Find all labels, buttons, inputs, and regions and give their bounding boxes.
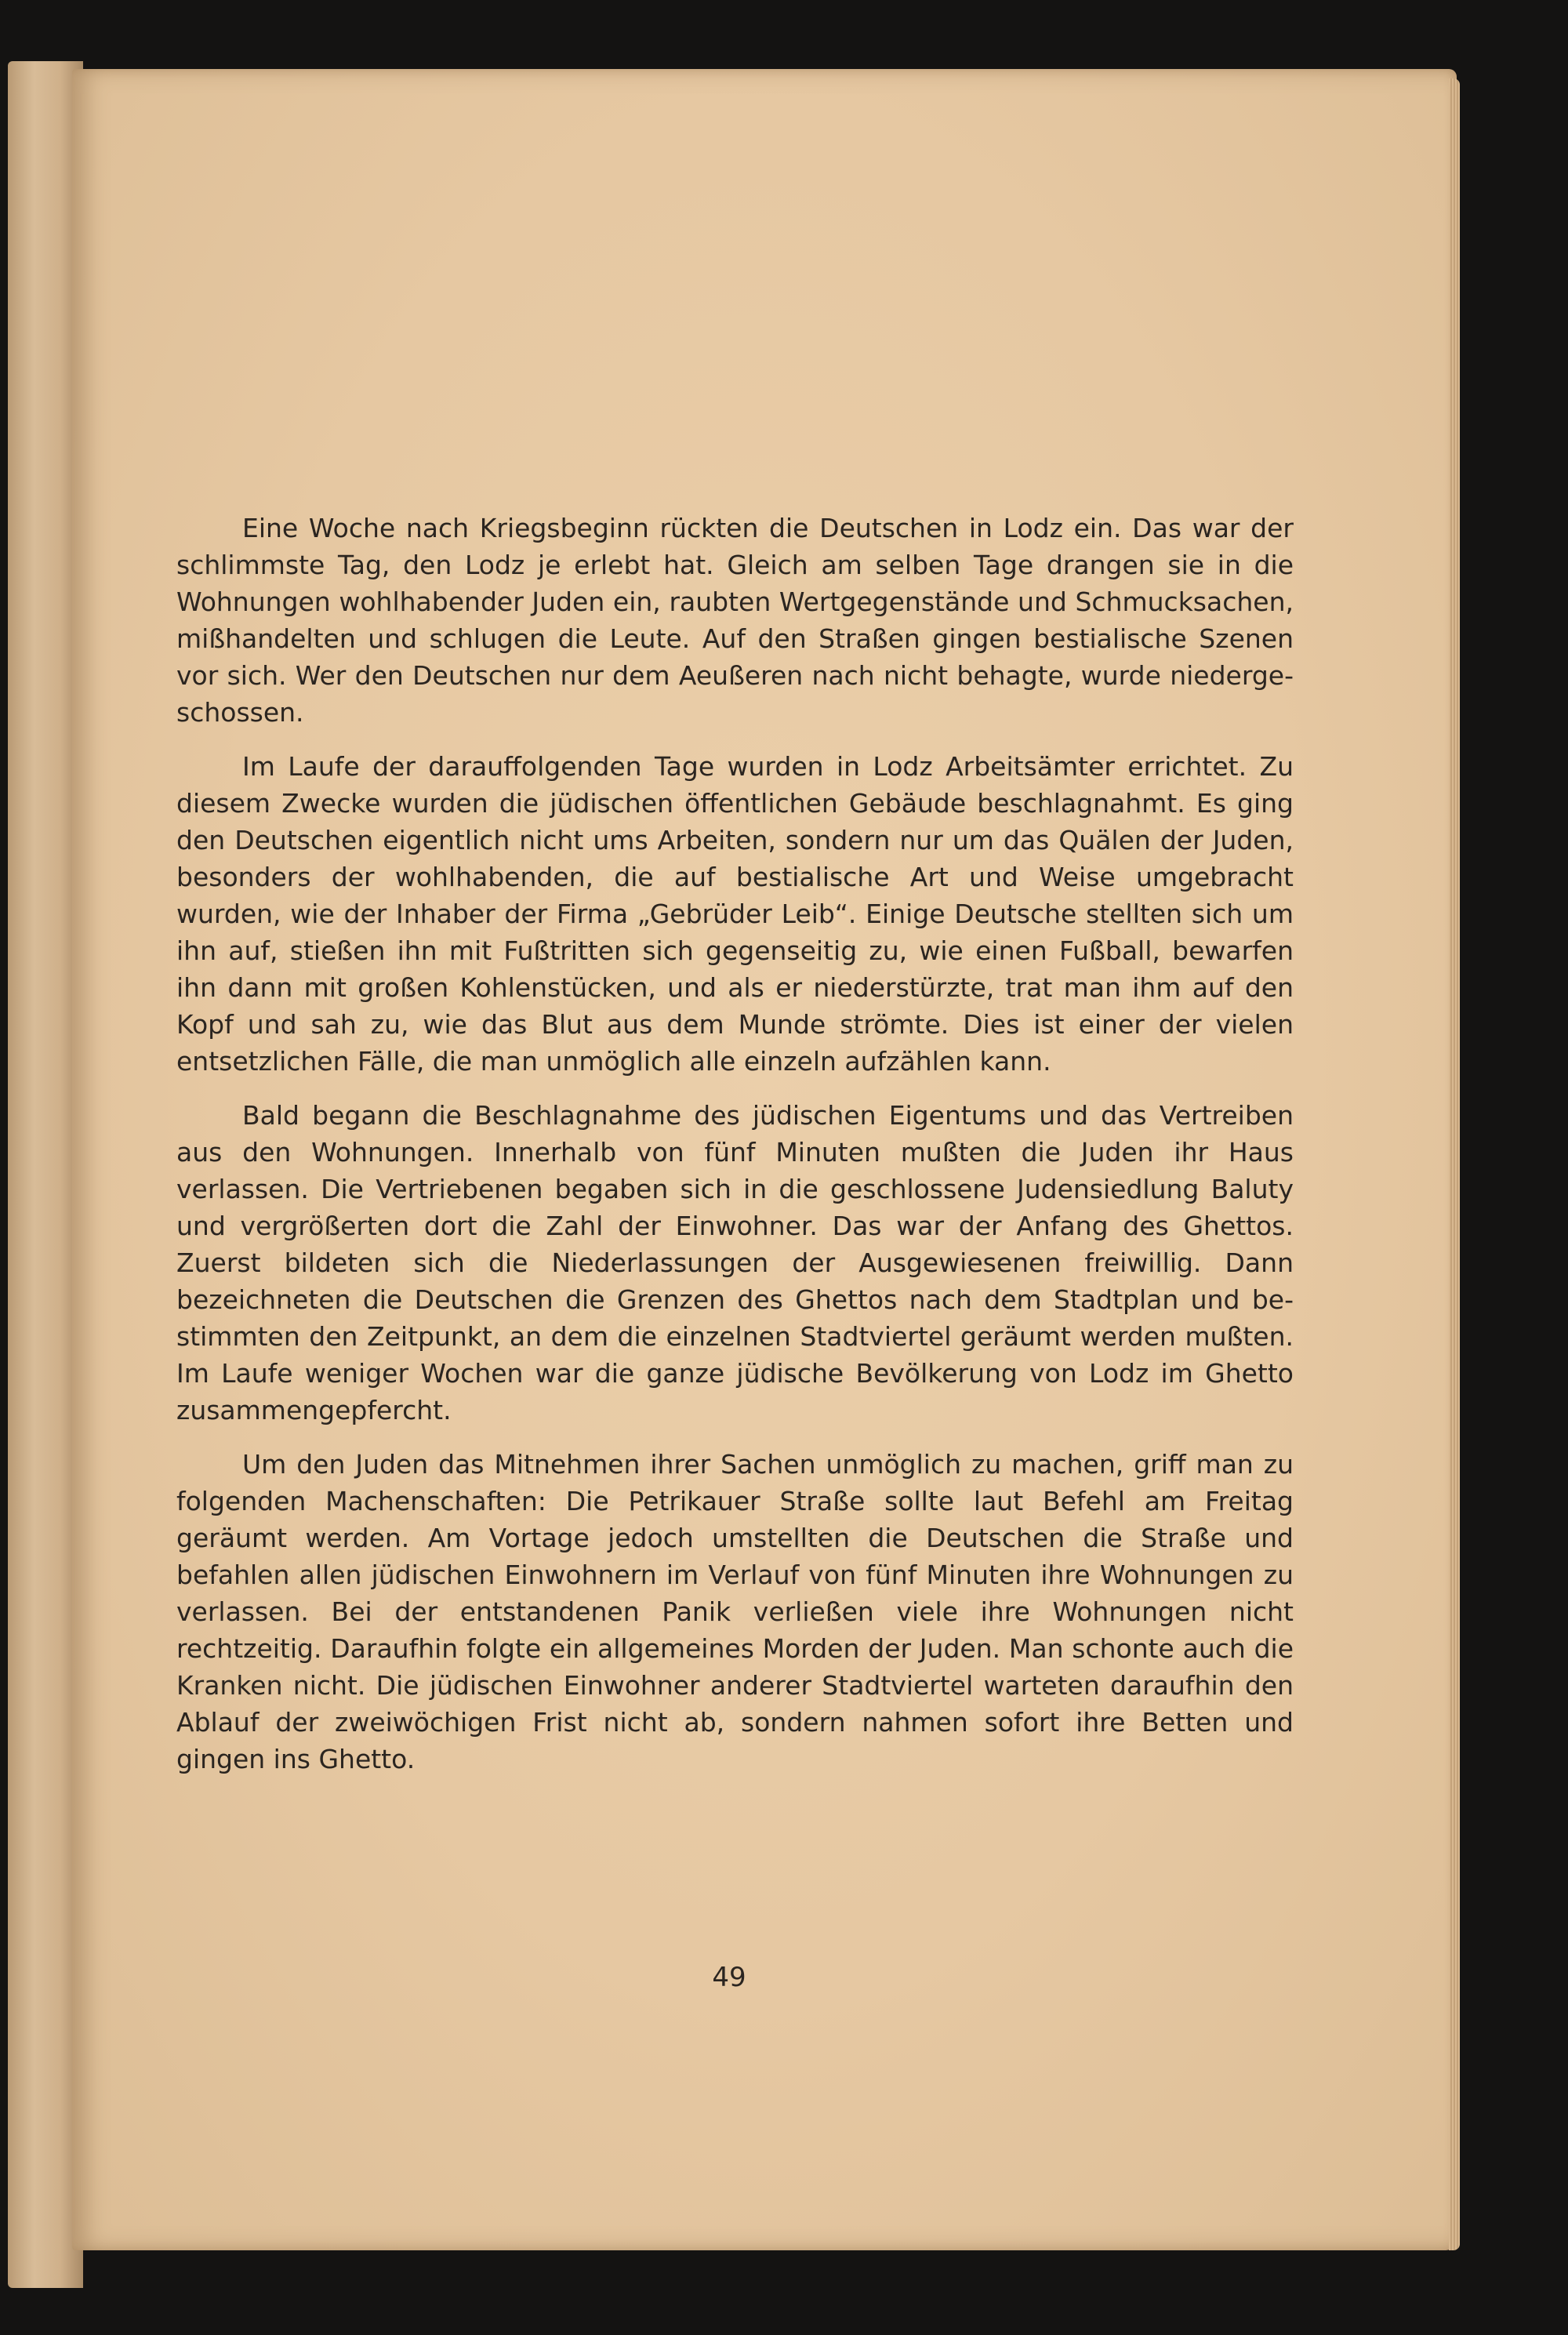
paragraph: Um den Juden das Mitnehmen ihrer Sachen unmöglich zu machen, griff man zu folgenden Machenschaften: Die Petrikauer Straße sollte laut Befehl am Freitag geräumt werden. Am Vortage jedoch umstellten die Deutschen die Straße und befahlen allen jüdischen Einwohnern im Verlauf von fünf Minuten ihre Wohnungen zu verlassen. Bei der entstandenen Panik verließen viele ihre Wohnungen nicht rechtzeitig. Daraufhin folgte ein allgemeines Morden der Juden. Man schonte auch die Kranken nicht. Die jüdischen Einwohner anderer Stadtviertel warteten daraufhin den Ablauf der zweiwöchigen Frist nicht ab, sondern nahmen sofort ihre Betten und gingen ins Ghetto. [176,1449,1294,1774]
page-stack-edge [1449,78,1460,2250]
body-text [176,510,1294,1795]
paragraph: Im Laufe der darauffolgenden Tage wurden in Lodz Arbeitsämter errichtet. Zu diesem Zwecke wurden die jüdischen öffentlichen Gebäude beschlagnahmt. Es ging den Deutschen eigentlich nicht ums Arbeiten, sondern nur um das Quälen der Juden, besonders der wohlhabenden, die auf bestialische Art und Weise umgebracht wurden, wie der Inhaber der Firma „Gebrüder Leib“. Einige Deutsche stellten sich um ihn auf, stießen ihn mit Fußtritten sich gegenseitig zu, wie einen Fußball, bewarfen ihn dann mit großen Kohlenstücken, und als er niederstürzte, trat man ihm auf den Kopf und sah zu, wie das Blut aus dem Munde strömte. Dies ist einer der vielen entsetzlichen Fälle, die man unmöglich alle einzeln aufzählen kann. [176,751,1294,1077]
paragraph: Eine Woche nach Kriegsbeginn rückten die Deutschen in Lodz ein. Das war der schlimmste Tag, den Lodz je erlebt hat. Gleich am selben Tage drangen sie in die Wohnungen wohlhabender Juden ein, raubten Wertgegenstände und Schmucksachen, mißhandelten und schlugen die Leute. Auf den Straßen gingen bestialische Szenen vor sich. Wer den Deutschen nur dem Aeußeren nach nicht behagte, wurde niedergeschossen. [176,513,1294,728]
page-number: 49 [712,1962,746,1993]
paragraph: Bald begann die Beschlagnahme des jüdischen Eigentums und das Vertreiben aus den Wohnungen. Innerhalb von fünf Minuten mußten die Juden ihr Haus verlassen. Die Vertriebenen begaben sich in die geschlossene Judensiedlung Baluty und vergrößerten dort die Zahl der Einwohner. Das war der Anfang des Ghettos. Zuerst bildeten sich die Niederlassungen der Ausgewiesenen freiwillig. Dann bezeichneten die Deutschen die Grenzen des Ghettos nach dem Stadtplan und bestimmten den Zeitpunkt, an dem die einzelnen Stadtviertel geräumt werden mußten. Im Laufe weniger Wochen war die ganze jüdische Bevölkerung von Lodz im Ghetto zusammengepfercht. [176,1100,1294,1425]
